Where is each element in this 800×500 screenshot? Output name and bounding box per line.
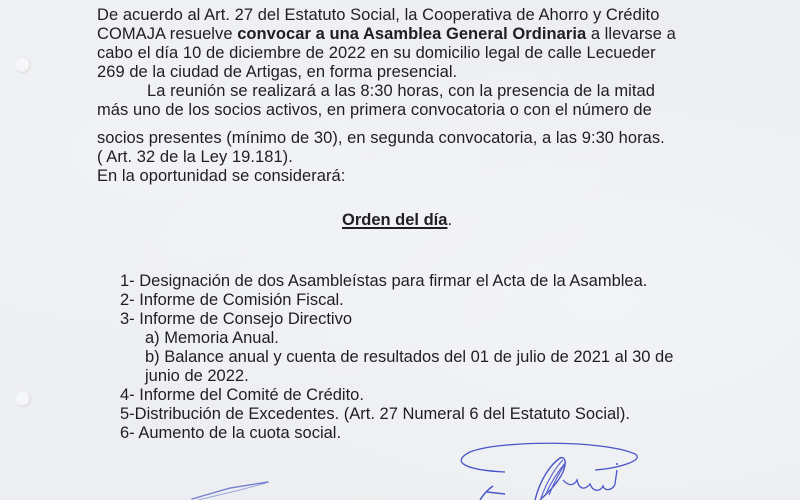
agenda-item-3a: a) Memoria Anual. [145,329,279,347]
text: COMAJA resuelve [97,25,238,43]
agenda-item-3b: b) Balance anual y cuenta de resultados del 01 de julio de 2021 al 30 de [145,348,674,366]
agenda-heading-period: . [447,211,453,229]
punch-hole [15,391,31,407]
paragraph-1-line-3: cabo el día 10 de diciembre de 2022 en su domicilio legal de calle Lecueder [97,44,656,62]
text: a llevarse a [586,25,676,43]
paragraph-2-line-5: En la oportunidad se considerará: [97,167,346,185]
paragraph-1-line-2 [97,25,676,44]
agenda-item-1: 1- Designación de dos Asambleístas para firmar el Acta de la Asamblea. [120,272,648,290]
paragraph-2-line-1: La reunión se realizará a las 8:30 horas, con la presencia de la mitad [147,82,655,100]
paragraph-2-line-4: ( Art. 32 de la Ley 19.181). [97,148,293,166]
paragraph-2-line-3: socios presentes (mínimo de 30), en segunda convocatoria, a las 9:30 horas. [97,129,665,147]
agenda-heading [342,211,452,230]
paragraph-1-line-4: 269 de la ciudad de Artigas, en forma presencial. [97,63,458,81]
agenda-item-3: 3- Informe de Consejo Directivo [120,310,353,328]
paragraph-2-line-2: más uno de los socios activos, en primera convocatoria o con el número de [97,101,652,119]
agenda-heading-text: Orden del día [342,211,448,229]
agenda-item-5: 5-Distribución de Excedentes. (Art. 27 Numeral 6 del Estatuto Social). [120,405,630,423]
bold-convocation-text: convocar a una Asamblea General Ordinaria [237,25,587,43]
agenda-item-4: 4- Informe del Comité de Crédito. [120,386,364,404]
agenda-item-3b-cont: junio de 2022. [145,367,249,385]
paragraph-1-line-1: De acuerdo al Art. 27 del Estatuto Social, la Cooperativa de Ahorro y Crédito [97,6,660,24]
agenda-item-6: 6- Aumento de la cuota social. [120,424,342,442]
punch-hole [15,57,31,73]
agenda-item-2: 2- Informe de Comisión Fiscal. [120,291,344,309]
